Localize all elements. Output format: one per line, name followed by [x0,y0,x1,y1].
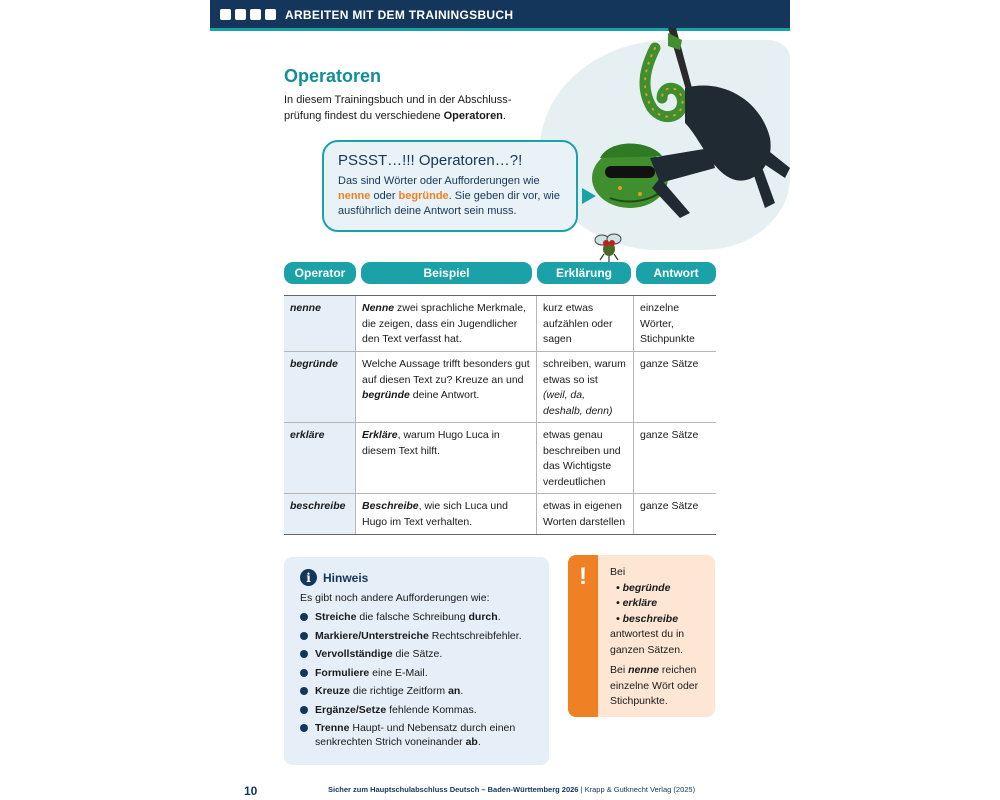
list-item: Markiere/Unterstreiche Rechtschreibfehler. [300,629,533,643]
header-beispiel: Beispiel [361,262,532,284]
hinweis-header [300,569,533,586]
operator-cell: erkläre [284,423,356,493]
page-number: 10 [244,784,258,798]
table-row [284,296,716,352]
bubble-text: Das sind Wörter oder Aufforderungen wie nenne oder begründe. Sie geben dir vor, wie ausführlich deine Antwort sein muss. [338,175,560,217]
list-item: Trenne Haupt- und Nebensatz durch einen senkrechten Strich voneinander ab. [300,721,533,749]
hinweis-box [284,557,549,765]
example-cell: Erkläre, warum Hugo Luca in diesem Text hilft. [356,423,537,493]
example-cell: Nenne zwei sprachliche Merkmale, die zeigen, dass ein Jugendlicher den Text verfasst hat. [356,296,537,351]
operator-cell: nenne [284,296,356,351]
list-item: Formuliere eine E-Mail. [300,666,533,680]
header-squares [220,9,276,20]
table-row [284,423,716,494]
header-operator: Operator [284,262,356,284]
answer-cell: einzelne Wörter, Stichpunkte [640,302,695,345]
list-item: Ergänze/Setze fehlende Kommas. [300,703,533,717]
operator-table [284,295,716,535]
section-title: ARBEITEN MIT DEM TRAININGSBUCH [285,8,514,22]
example-cell: Welche Aussage trifft besonders gut auf diesen Text zu? Kreuze an und begründe deine Antwort. [356,352,537,422]
hinweis-intro: Es gibt noch andere Aufforderungen wie: [300,592,490,604]
explanation-cell: schreiben, warum etwas so ist (weil, da, deshalb, denn) [537,352,634,422]
hinweis-title: Hinweis [323,570,369,585]
bubble-title: PSSST…!!! Operatoren…?! [338,152,523,169]
speech-bubble [322,140,578,232]
page-title: Operatoren [284,66,382,86]
fly-icon [592,232,626,262]
explanation-cell: kurz etwas aufzählen oder sagen [537,296,634,351]
exclamation-icon: ! [568,555,598,717]
warning-text: Bei • begründe • erkläre • beschreibe antwortest du in ganzen Sätzen. Bei nenne reichen einzelne Wört oder Stichpunkte. [610,565,710,710]
warning-box [568,555,715,717]
page [210,0,790,800]
operator-cell: begründe [284,352,356,422]
table-row [284,352,716,423]
list-item: Vervollständige die Sätze. [300,647,533,661]
list-item: Streiche die falsche Schreibung durch. [300,610,533,624]
intro-text: In diesem Trainingsbuch und in der Abschlussprüfung findest du verschiedene Operatoren. [284,94,512,122]
operator-cell: beschreibe [284,494,356,534]
header-antwort: Antwort [636,262,716,284]
answer-cell: ganze Sätze [640,358,699,370]
answer-cell: ganze Sätze [640,500,699,512]
example-cell: Beschreibe, wie sich Luca und Hugo im Text verhalten. [356,494,537,534]
hinweis-list [300,610,533,749]
table-row [284,494,716,535]
explanation-cell: etwas in eigenen Worten darstellen [537,494,634,534]
header-band [210,0,790,30]
list-item: Kreuze die richtige Zeitform an. [300,684,533,698]
answer-cell: ganze Sätze [640,429,699,441]
explanation-cell: etwas genau beschreiben und das Wichtigste verdeutlichen [537,423,634,493]
info-icon: i [300,569,317,586]
chameleon-mascot-icon [590,28,790,228]
footer-note: Sicher zum Hauptschulabschluss Deutsch – Baden-Württemberg 2026 | Krapp & Gutknecht Verlag (2025) [328,785,696,794]
header-erklaerung: Erklärung [537,262,631,284]
table-header [284,262,716,284]
